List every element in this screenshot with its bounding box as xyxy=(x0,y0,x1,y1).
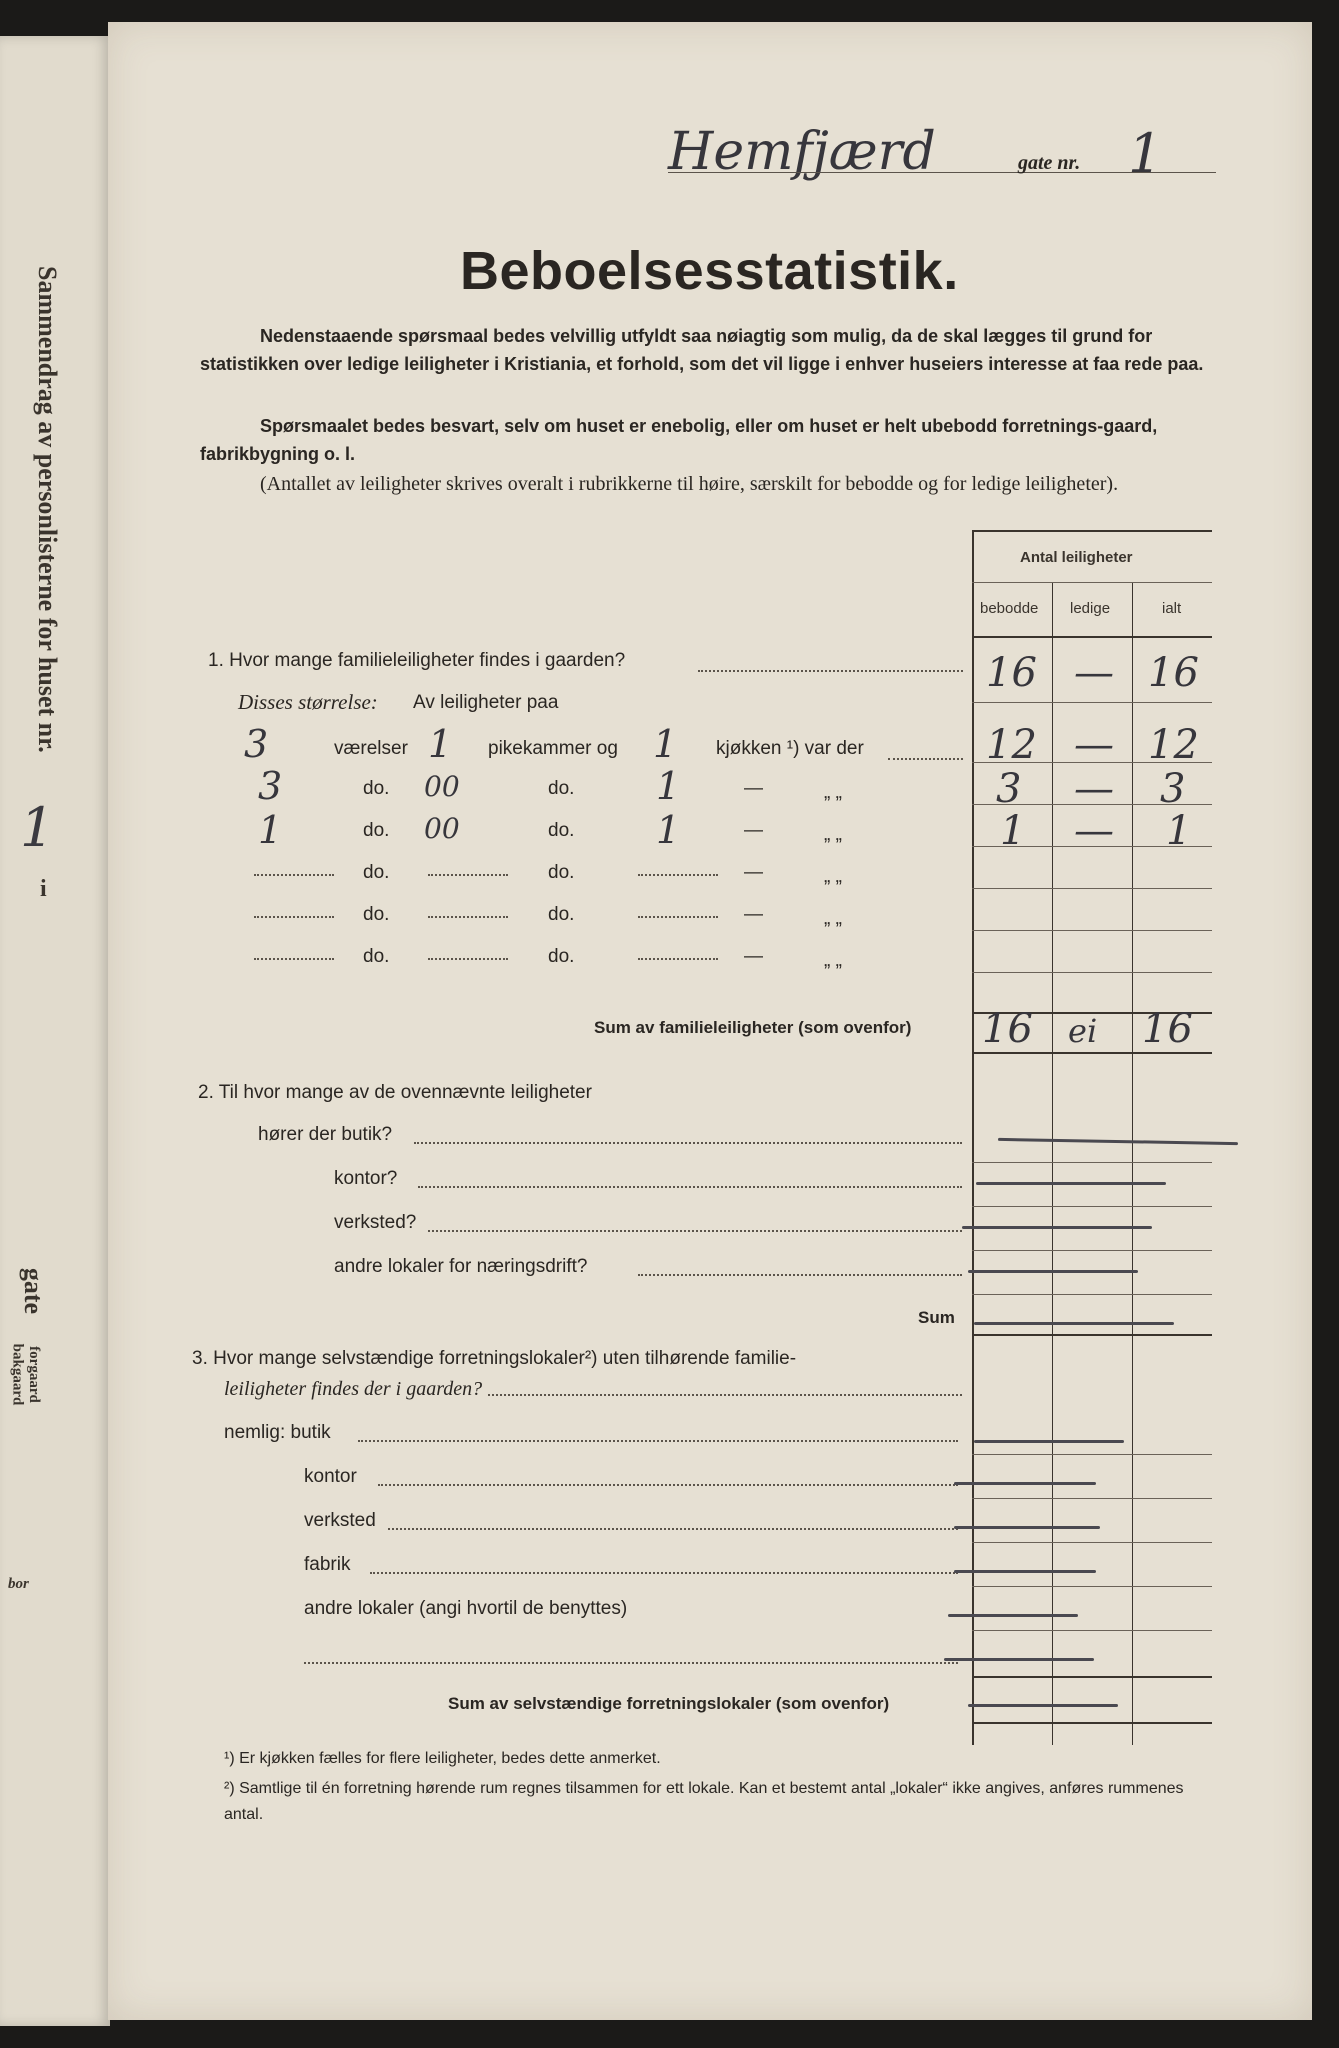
row-line xyxy=(972,888,1212,889)
q2-leader-2 xyxy=(418,1186,962,1188)
row-line xyxy=(972,702,1212,703)
q2-sum-label: Sum xyxy=(918,1308,955,1327)
row-line xyxy=(972,1586,1212,1587)
q3-item-butik: nemlig: butik xyxy=(224,1422,331,1443)
q2-dash-butik xyxy=(998,1138,1238,1145)
row-line-heavy xyxy=(972,1676,1212,1678)
row4-blank xyxy=(638,874,718,876)
q3-leader-3 xyxy=(388,1528,958,1530)
table-col-divider-2 xyxy=(1132,582,1133,1745)
q3-item-andre: andre lokaler (angi hvortil de benyttes) xyxy=(304,1598,628,1619)
row1-rooms-label: værelser xyxy=(334,738,408,759)
form-page xyxy=(108,22,1312,2020)
row5-blank xyxy=(428,916,508,918)
q2-dash-kontor xyxy=(976,1182,1166,1185)
q1-sub-label-2: Av leiligheter paa xyxy=(413,692,559,713)
row3-rooms: 1 xyxy=(258,808,283,852)
row1-pike: 1 xyxy=(428,722,453,766)
row3-ditto: „ „ xyxy=(824,824,842,845)
row2-rooms-label: do. xyxy=(363,778,390,799)
ans3-ledige: — xyxy=(1074,766,1114,812)
q2-text: 2. Til hvor mange av de ovennævnte leiligheter xyxy=(198,1082,592,1103)
row6-ditto: „ „ xyxy=(824,950,842,971)
footnote-2: ²) Samtlige til én forretning hørende rum regnes tilsammen for ett lokale. Kan et bestemt antal „lokaler“ ikke angives, anføres rummenes antal. xyxy=(224,1780,1184,1823)
gate-nr-label: gate nr. xyxy=(1018,152,1081,174)
row-line xyxy=(972,1206,1212,1207)
q2-dash-andre xyxy=(968,1270,1138,1273)
row1-kj: 1 xyxy=(653,722,678,766)
row5-ditto: „ „ xyxy=(824,908,842,929)
left-page-strip xyxy=(0,36,110,2026)
row-line xyxy=(972,1294,1212,1295)
row6-rooms-label: do. xyxy=(363,946,390,967)
row5-pike-label: do. xyxy=(548,904,575,925)
row2-pike: 00 xyxy=(424,770,460,803)
row2-rooms: 3 xyxy=(258,764,283,808)
q2-leader-1 xyxy=(414,1142,962,1144)
q1-sub-label: Disses størrelse: xyxy=(238,690,378,714)
row6-kj-label: — xyxy=(744,946,763,967)
q1-text: 1. Hvor mange familieleiligheter findes i gaarden? xyxy=(208,650,626,671)
row-line xyxy=(972,972,1212,973)
row6-blank xyxy=(428,958,508,960)
q3-dash-blank xyxy=(944,1658,1094,1661)
strip-hand-number: 1 xyxy=(20,796,55,859)
row3-kj: 1 xyxy=(656,808,681,852)
table-head-bottom xyxy=(972,636,1212,638)
table-left-border xyxy=(972,530,974,1745)
q3-leader-4 xyxy=(370,1572,958,1574)
row-line xyxy=(972,1498,1212,1499)
row-line xyxy=(972,1250,1212,1251)
row3-pike: 00 xyxy=(424,812,460,845)
ans1-ialt: 16 xyxy=(1148,650,1199,696)
ans3-ialt: 3 xyxy=(1160,766,1186,812)
row1-rooms: 3 xyxy=(244,722,269,766)
strip-vertical-text: Sammendrag av personlisterne for huset nr. xyxy=(33,266,62,753)
sum-bebodde: 16 xyxy=(982,1006,1033,1052)
ans2-bebodde: 12 xyxy=(986,722,1037,768)
row5-blank xyxy=(638,916,718,918)
ans3-bebodde: 3 xyxy=(996,766,1022,812)
q3-item-fabrik: fabrik xyxy=(304,1554,351,1575)
row2-kj: 1 xyxy=(656,764,681,808)
q3-item-verksted: verksted xyxy=(304,1510,376,1531)
q3-dash-sum xyxy=(968,1704,1118,1707)
intro-paragraph-1: Nedenstaaende spørsmaal bedes velvillig utfyldt saa nøiagtig som mulig, da de skal lægges til grund for statistikken over ledige leiligheter i Kristiania, et forhold, som det vil ligge i enhver huseiers interesse at faa rede paa. xyxy=(200,326,1204,374)
q2-item-verksted: verksted? xyxy=(334,1212,417,1233)
row-line-heavy xyxy=(972,1334,1212,1336)
strip-gate-word: gate xyxy=(19,1267,49,1315)
q3-dash-kontor xyxy=(954,1482,1096,1485)
q1-leader xyxy=(698,670,963,672)
ans4-ledige: — xyxy=(1074,808,1114,854)
page-title: Beboelsesstatistik. xyxy=(460,241,959,301)
row5-kj-label: — xyxy=(744,904,763,925)
ans1-ledige: — xyxy=(1074,650,1114,696)
q1-sum-label: Sum av familieleiligheter (som ovenfor) xyxy=(594,1018,912,1037)
row-line xyxy=(972,1630,1212,1631)
ans2-ialt: 12 xyxy=(1148,722,1199,768)
row4-ditto: „ „ xyxy=(824,866,842,887)
q3-sum-label: Sum av selvstændige forretningslokaler (som ovenfor) xyxy=(448,1694,890,1713)
sum-ialt: 16 xyxy=(1142,1006,1193,1052)
q3-dash-andre xyxy=(948,1614,1078,1617)
row5-blank xyxy=(254,916,334,918)
q3-line-1: 3. Hvor mange selvstændige forretningslokaler²) uten tilhørende familie- xyxy=(192,1348,797,1369)
strip-letter-i: i xyxy=(40,876,47,902)
row-line xyxy=(972,1162,1212,1163)
intro-paragraph-2: Spørsmaalet bedes besvart, selv om huset er enebolig, eller om huset er helt ubebodd forretnings-gaard, fabrikbygning o. l. xyxy=(200,416,1158,464)
row5-rooms-label: do. xyxy=(363,904,390,925)
q2-leader-3 xyxy=(428,1230,962,1232)
row-line xyxy=(972,930,1212,931)
row6-pike-label: do. xyxy=(548,946,575,967)
strip-forgaard: forgaard xyxy=(25,1346,42,1403)
row2-ditto: „ „ xyxy=(824,782,842,803)
row3-kj-label: — xyxy=(744,820,763,841)
row1-leader xyxy=(888,758,963,760)
footnote-1: ¹) Er kjøkken fælles for flere leiligheter, bedes dette anmerket. xyxy=(224,1750,661,1767)
table-top-border xyxy=(972,530,1212,532)
q2-item-kontor: kontor? xyxy=(334,1168,398,1189)
q3-blank-line xyxy=(304,1662,958,1664)
q3-dash-butik xyxy=(974,1440,1124,1443)
table-group-divider xyxy=(972,582,1212,583)
col-header-ialt: ialt xyxy=(1162,600,1182,617)
ans4-ialt: 1 xyxy=(1166,808,1192,854)
row-line-heavy xyxy=(972,1052,1212,1054)
q3-leader-1 xyxy=(358,1440,958,1442)
q2-leader-4 xyxy=(638,1274,962,1276)
intro-paragraph-3: (Antallet av leiligheter skrives overalt i rubrikkerne til høire, særskilt for bebodde og for ledige leiligheter). xyxy=(260,473,1119,495)
row4-blank xyxy=(254,874,334,876)
strip-bakgaard: bakgaard xyxy=(9,1343,26,1406)
row2-kj-label: — xyxy=(744,778,763,799)
q3-line-2: leiligheter findes der i gaarden? xyxy=(224,1378,483,1400)
row-line xyxy=(972,1454,1212,1455)
row4-kj-label: — xyxy=(744,862,763,883)
q2-item-butik: hører der butik? xyxy=(258,1124,393,1145)
q3-dash-fabrik xyxy=(954,1570,1096,1573)
col-group-header: Antal leiligheter xyxy=(1020,549,1133,566)
gate-nr-hand: 1 xyxy=(1128,122,1163,185)
q3-leader-0 xyxy=(488,1394,962,1396)
ans4-bebodde: 1 xyxy=(1000,808,1026,854)
ans1-bebodde: 16 xyxy=(986,650,1037,696)
row6-blank xyxy=(638,958,718,960)
row2-pike-label: do. xyxy=(548,778,575,799)
row4-rooms-label: do. xyxy=(363,862,390,883)
row1-pike-label: pikekammer og xyxy=(488,738,618,759)
street-name-hand: Hemfjærd xyxy=(668,122,936,182)
col-header-bebodde: bebodde xyxy=(980,600,1039,617)
row3-rooms-label: do. xyxy=(363,820,390,841)
q2-dash-verksted xyxy=(962,1226,1152,1229)
q3-leader-2 xyxy=(378,1484,958,1486)
sum-ledige: ei xyxy=(1068,1012,1098,1050)
row1-kj-label: kjøkken ¹) var der xyxy=(716,738,864,759)
row-line-heavy xyxy=(972,1722,1212,1724)
ans2-ledige: — xyxy=(1074,722,1114,768)
row-line xyxy=(972,1542,1212,1543)
row3-pike-label: do. xyxy=(548,820,575,841)
q2-dash-sum xyxy=(974,1322,1174,1325)
row4-blank xyxy=(428,874,508,876)
col-header-ledige: ledige xyxy=(1070,600,1111,617)
q3-dash-verksted xyxy=(954,1526,1100,1529)
row6-blank xyxy=(254,958,334,960)
row4-pike-label: do. xyxy=(548,862,575,883)
q2-item-andre: andre lokaler for næringsdrift? xyxy=(334,1256,588,1277)
strip-bor: bor xyxy=(8,1576,29,1592)
q3-item-kontor: kontor xyxy=(304,1466,357,1487)
